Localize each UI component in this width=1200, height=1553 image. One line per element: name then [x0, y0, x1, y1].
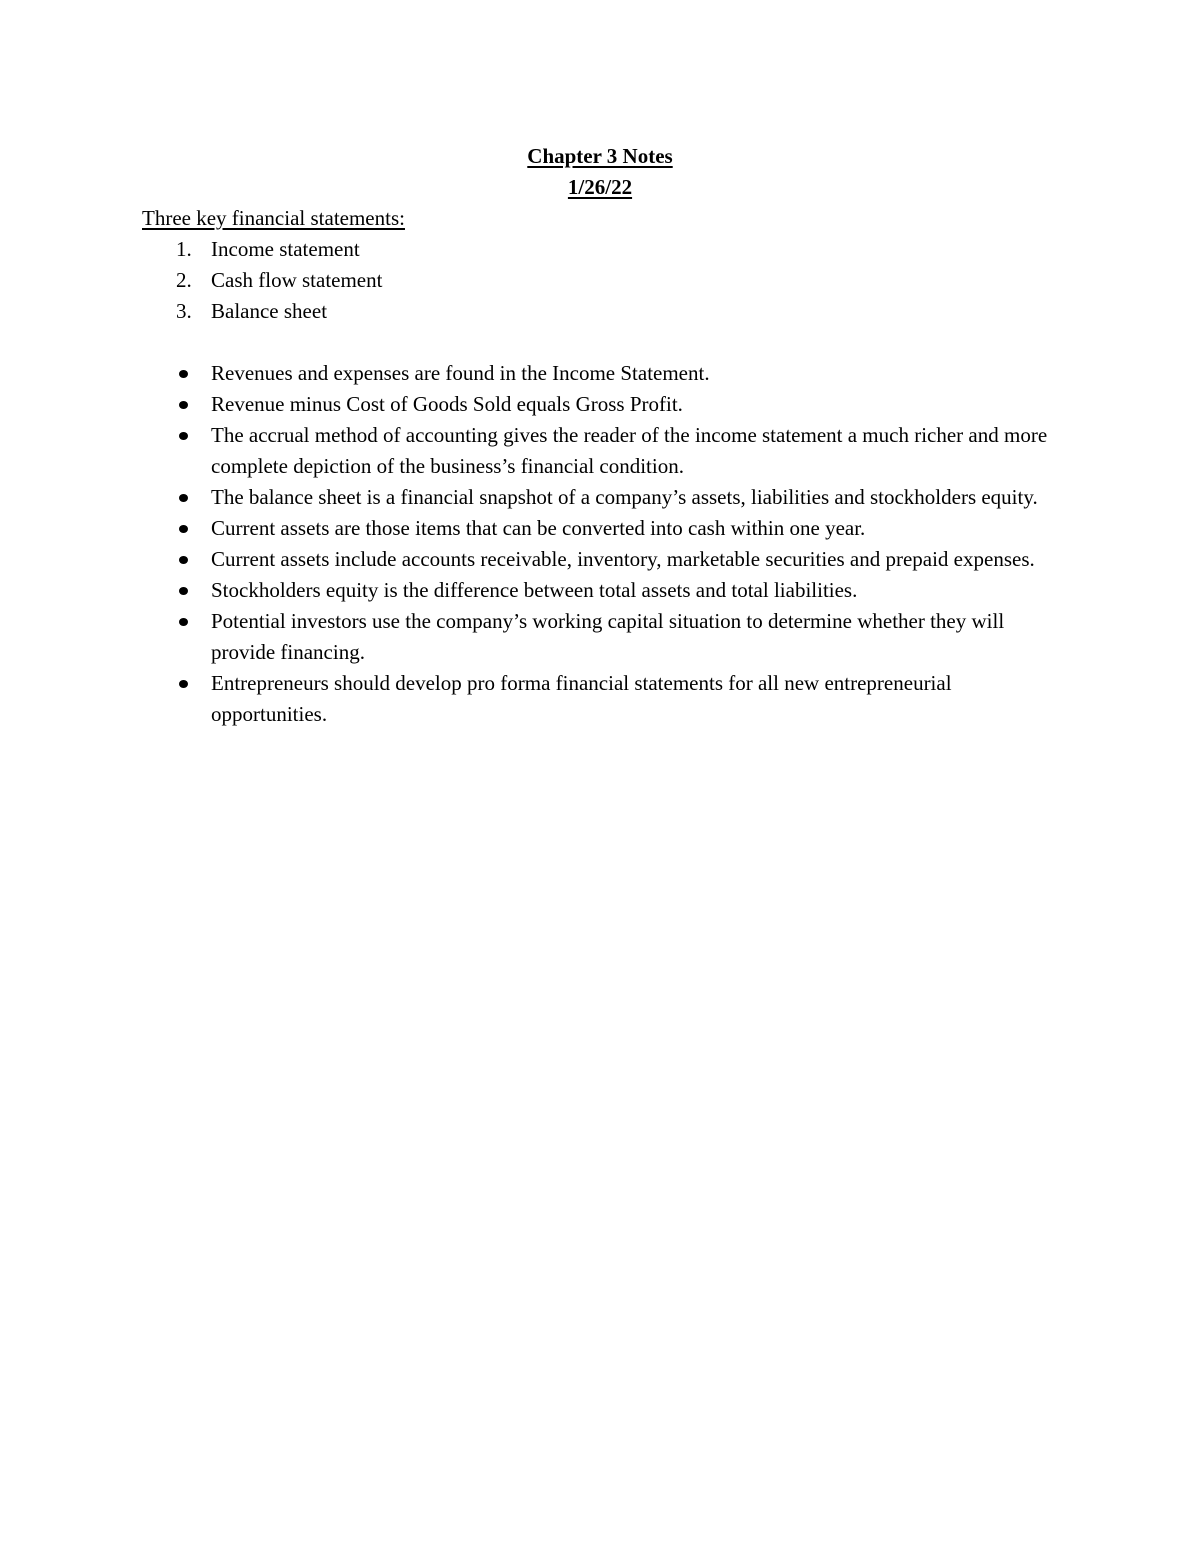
item-text: Cash flow statement — [211, 268, 383, 292]
bullet-text: Entrepreneurs should develop pro forma financial statements for all new entrepreneurial opportunities. — [211, 671, 952, 726]
bullet-item — [142, 389, 1072, 420]
bullet-icon — [179, 587, 188, 595]
blank-line — [142, 327, 1072, 358]
bullet-item — [142, 544, 1072, 575]
bullet-icon — [179, 525, 188, 533]
item-number: 1. — [176, 237, 192, 261]
bullet-item — [142, 420, 1072, 482]
bullet-text: Stockholders equity is the difference between total assets and total liabilities. — [211, 578, 858, 602]
bullet-icon — [179, 618, 188, 626]
item-number: 3. — [176, 299, 192, 323]
bullet-item — [142, 606, 1072, 668]
bullet-item — [142, 358, 1072, 389]
page-date: 1/26/22 — [567, 175, 633, 199]
numbered-item — [142, 296, 1072, 327]
item-text: Income statement — [211, 237, 360, 261]
bullet-item — [142, 482, 1072, 513]
bullet-icon — [179, 370, 188, 378]
bullet-text: Current assets include accounts receivable, inventory, marketable securities and prepaid expenses. — [211, 547, 1035, 571]
bullet-icon — [179, 680, 188, 688]
bullet-icon — [179, 556, 188, 564]
page-title: Chapter 3 Notes — [527, 144, 673, 168]
bullet-item — [142, 668, 1072, 730]
bullet-list — [142, 358, 1072, 730]
bullet-icon — [179, 401, 188, 409]
bullet-item — [142, 575, 1072, 606]
item-text: Balance sheet — [211, 299, 328, 323]
document-body — [142, 141, 1072, 730]
item-number: 2. — [176, 268, 192, 292]
bullet-icon — [179, 432, 188, 440]
bullet-item — [142, 513, 1072, 544]
numbered-item — [142, 234, 1072, 265]
intro-heading: Three key financial statements: — [142, 206, 405, 230]
bullet-text: Potential investors use the company’s working capital situation to determine whether they will provide financing. — [211, 609, 1005, 664]
bullet-text: Revenues and expenses are found in the Income Statement. — [211, 361, 710, 385]
bullet-text: Revenue minus Cost of Goods Sold equals Gross Profit. — [211, 392, 683, 416]
numbered-item — [142, 265, 1072, 296]
bullet-text: The balance sheet is a financial snapshot of a company’s assets, liabilities and stockholders equity. — [211, 485, 1038, 509]
bullet-text: Current assets are those items that can be converted into cash within one year. — [211, 516, 866, 540]
bullet-icon — [179, 494, 188, 502]
bullet-text: The accrual method of accounting gives the reader of the income statement a much richer and more complete depiction of the business’s financial condition. — [211, 423, 1048, 478]
numbered-list — [142, 234, 1072, 327]
